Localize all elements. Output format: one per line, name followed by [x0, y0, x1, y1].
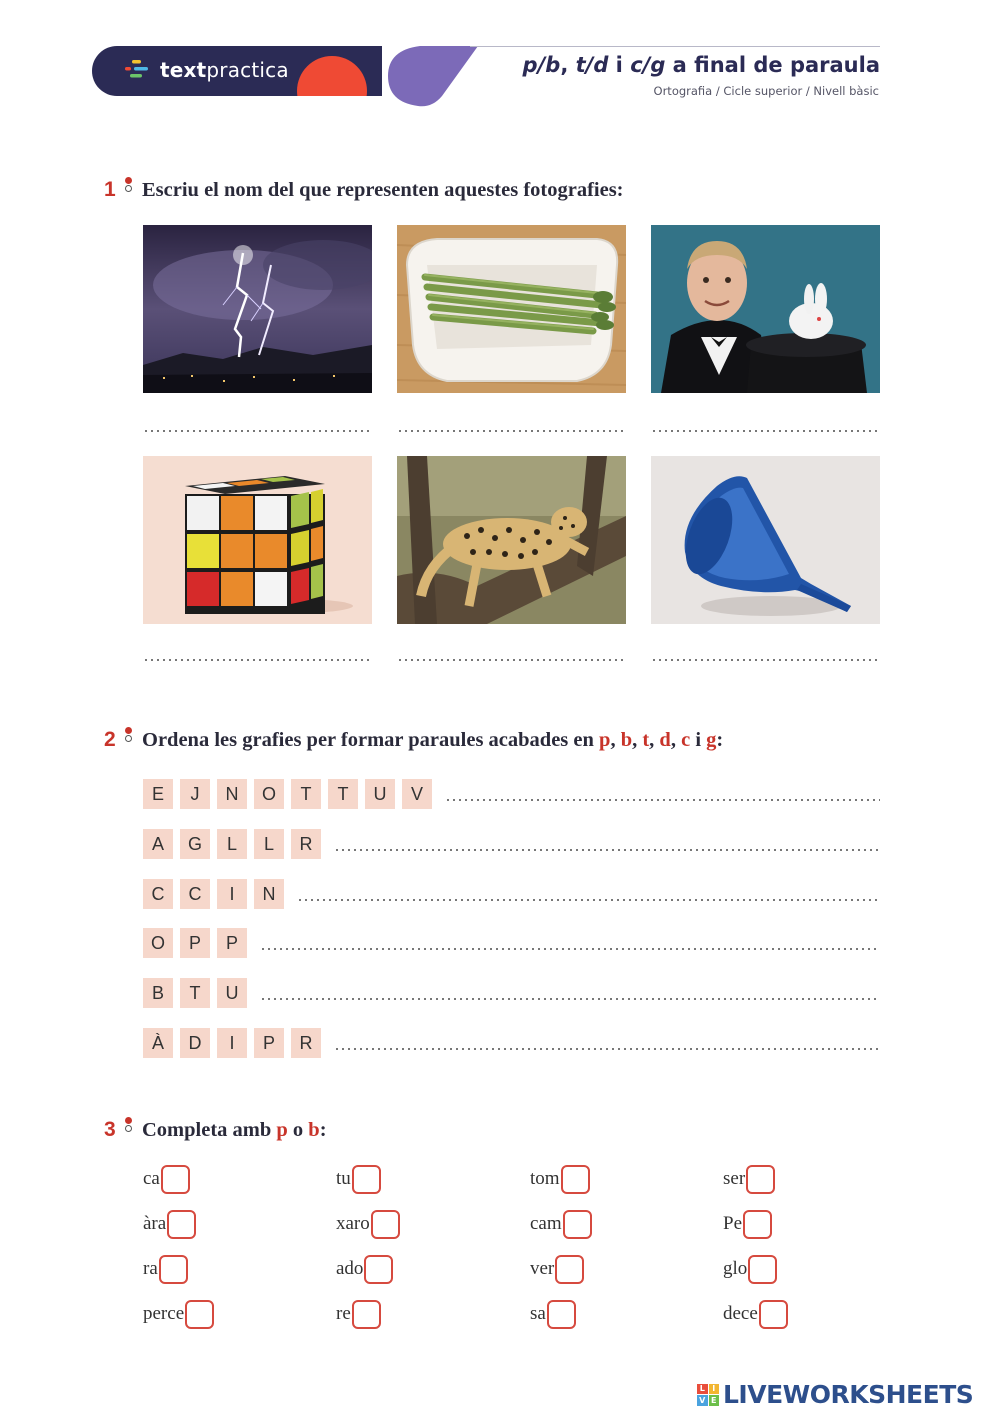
header-purple-shape — [380, 40, 490, 110]
fill-item — [143, 1164, 190, 1194]
separator: , — [632, 729, 643, 751]
letter-tile: E — [143, 779, 173, 809]
separator: o — [287, 1119, 309, 1141]
separator: , — [670, 729, 682, 751]
bullet-dots-icon — [122, 176, 142, 196]
fill-item — [530, 1164, 590, 1194]
exercise-number: 3 — [104, 1118, 116, 1141]
letter-tile: T — [328, 779, 358, 809]
letter-tile: J — [180, 779, 210, 809]
mark-letter: I — [709, 1384, 720, 1395]
letter-tile: O — [143, 928, 173, 958]
word-stem: perce — [143, 1303, 185, 1324]
letter-tile: T — [291, 779, 321, 809]
separator: : — [716, 729, 724, 751]
letter-tile: I — [217, 879, 247, 909]
letter-tiles-row — [143, 978, 247, 1008]
answer-line[interactable] — [260, 948, 880, 950]
brand-name-bold: text — [160, 58, 207, 82]
fill-item — [336, 1299, 381, 1329]
fill-item — [530, 1254, 584, 1284]
fill-item — [143, 1209, 196, 1239]
letter-tile: L — [217, 829, 247, 859]
letter-tile: O — [254, 779, 284, 809]
word-stem: re — [336, 1303, 351, 1324]
letter-tile: U — [365, 779, 395, 809]
photo-leopard — [397, 456, 626, 624]
exercise-number: 2 — [104, 728, 116, 751]
letter-tiles-row — [143, 829, 321, 859]
title-letter-d: d — [593, 53, 609, 77]
fill-item — [336, 1164, 381, 1194]
header-rule — [470, 46, 880, 47]
title-conjunction: i — [608, 53, 631, 77]
answer-box[interactable] — [555, 1255, 584, 1284]
photo-rubiks-cube — [143, 456, 372, 624]
fill-item — [530, 1299, 576, 1329]
highlight-letter: t — [642, 729, 650, 751]
answer-line[interactable] — [397, 430, 626, 432]
highlight-letter: d — [659, 729, 671, 751]
letter-tile: T — [180, 978, 210, 1008]
title-tail: a final de paraula — [665, 53, 880, 77]
letter-tile: D — [180, 1028, 210, 1058]
answer-line[interactable] — [445, 799, 880, 801]
letter-tile: À — [143, 1028, 173, 1058]
letter-tile: R — [291, 1028, 321, 1058]
answer-box[interactable] — [371, 1210, 400, 1239]
answer-box[interactable] — [352, 1300, 381, 1329]
answer-line[interactable] — [651, 430, 880, 432]
answer-box[interactable] — [748, 1255, 777, 1284]
answer-box[interactable] — [563, 1210, 592, 1239]
letter-tile: C — [180, 879, 210, 909]
answer-box[interactable] — [743, 1210, 772, 1239]
answer-box[interactable] — [159, 1255, 188, 1284]
answer-box[interactable] — [547, 1300, 576, 1329]
title-slash: / — [642, 53, 651, 77]
liveworksheets-mark-icon — [697, 1384, 719, 1406]
letter-tile: A — [143, 829, 173, 859]
highlight-letter: p — [276, 1119, 288, 1141]
fill-item — [723, 1209, 772, 1239]
textpractica-logo-icon — [122, 58, 152, 82]
letter-tile: G — [180, 829, 210, 859]
word-stem: ser — [723, 1168, 746, 1189]
fill-item — [336, 1254, 393, 1284]
mark-letter: V — [697, 1395, 708, 1406]
exercise-1-heading — [104, 176, 624, 202]
word-stem: ado — [336, 1258, 364, 1279]
fill-item — [723, 1299, 788, 1329]
answer-box[interactable] — [759, 1300, 788, 1329]
word-stem: Pe — [723, 1213, 742, 1234]
answer-line[interactable] — [260, 998, 880, 1000]
word-stem: sa — [530, 1303, 546, 1324]
word-stem: ra — [143, 1258, 158, 1279]
highlight-letter: b — [308, 1119, 320, 1141]
title-comma: , — [560, 53, 576, 77]
brand-red-shape — [297, 56, 367, 96]
liveworksheets-logo — [697, 1380, 973, 1409]
fill-item — [336, 1209, 400, 1239]
title-letter-g: g — [650, 53, 666, 77]
letter-tile: R — [291, 829, 321, 859]
letter-tile: N — [254, 879, 284, 909]
instruction-text: Ordena les grafies per formar paraules acabades en — [142, 729, 600, 751]
title-letter-b: b — [545, 53, 561, 77]
word-stem: ver — [530, 1258, 555, 1279]
fill-item — [143, 1299, 214, 1329]
word-stem: tom — [530, 1168, 560, 1189]
answer-box[interactable] — [352, 1165, 381, 1194]
highlight-letter: g — [706, 729, 717, 751]
answer-box[interactable] — [161, 1165, 190, 1194]
bullet-dots-icon — [122, 726, 142, 746]
separator: : — [319, 1119, 327, 1141]
word-stem: xaro — [336, 1213, 370, 1234]
word-stem: tu — [336, 1168, 351, 1189]
letter-tile: V — [402, 779, 432, 809]
answer-line[interactable] — [651, 659, 880, 661]
answer-box[interactable] — [746, 1165, 775, 1194]
letter-tile: P — [254, 1028, 284, 1058]
title-letter-t: t — [575, 53, 586, 77]
exercise-instruction — [142, 729, 723, 752]
title-letter-p: p — [522, 53, 538, 77]
letter-tile: B — [143, 978, 173, 1008]
answer-line[interactable] — [143, 659, 372, 661]
highlight-letter: p — [599, 729, 611, 751]
letter-tiles-row — [143, 779, 432, 809]
separator: , — [649, 729, 660, 751]
highlight-letter: c — [681, 729, 691, 751]
liveworksheets-text: LIVEWORKSHEETS — [723, 1380, 974, 1409]
separator: , — [610, 729, 621, 751]
fill-item — [143, 1254, 188, 1284]
worksheet-title — [523, 53, 880, 77]
photo-funnel — [651, 456, 880, 624]
fill-item — [723, 1164, 775, 1194]
letter-tile: N — [217, 779, 247, 809]
title-slash: / — [537, 53, 546, 77]
letter-tile: P — [180, 928, 210, 958]
brand-name-light: practica — [206, 58, 289, 82]
word-stem: cam — [530, 1213, 562, 1234]
letter-tiles-row — [143, 1028, 321, 1058]
exercise-instruction — [142, 1119, 327, 1142]
answer-box[interactable] — [364, 1255, 393, 1284]
letter-tile: I — [217, 1028, 247, 1058]
answer-box[interactable] — [167, 1210, 196, 1239]
exercise-number: 1 — [104, 178, 116, 201]
word-stem: àra — [143, 1213, 167, 1234]
word-stem: glo — [723, 1258, 748, 1279]
mark-letter: E — [709, 1395, 720, 1406]
answer-line[interactable] — [334, 849, 880, 851]
mark-letter: L — [697, 1384, 708, 1395]
exercise-2-heading — [104, 726, 723, 752]
fill-item — [530, 1209, 592, 1239]
highlight-letter: b — [620, 729, 633, 751]
answer-box[interactable] — [185, 1300, 214, 1329]
letter-tile: C — [143, 879, 173, 909]
letter-tiles-row — [143, 928, 247, 958]
word-stem: ca — [143, 1168, 160, 1189]
answer-line[interactable] — [143, 430, 372, 432]
answer-line[interactable] — [397, 659, 626, 661]
word-stem: dece — [723, 1303, 758, 1324]
photo-asparagus — [397, 225, 626, 393]
letter-tiles-row — [143, 879, 284, 909]
fill-item — [723, 1254, 777, 1284]
title-slash: / — [585, 53, 594, 77]
photo-magician — [651, 225, 880, 393]
separator: i — [690, 729, 707, 751]
photo-lightning — [143, 225, 372, 393]
exercise-instruction: Escriu el nom del que representen aquestes fotografies: — [142, 179, 624, 201]
title-letter-c: c — [630, 53, 643, 77]
letter-tile: P — [217, 928, 247, 958]
letter-tile: L — [254, 829, 284, 859]
brand-name — [160, 58, 289, 82]
answer-line[interactable] — [334, 1048, 880, 1050]
bullet-dots-icon — [122, 1116, 142, 1136]
worksheet-subtitle: Ortografia / Cicle superior / Nivell bàsic — [653, 84, 879, 98]
instruction-text: Completa amb — [142, 1119, 277, 1141]
exercise-3-heading — [104, 1116, 327, 1142]
letter-tile: U — [217, 978, 247, 1008]
answer-line[interactable] — [297, 899, 880, 901]
answer-box[interactable] — [561, 1165, 590, 1194]
